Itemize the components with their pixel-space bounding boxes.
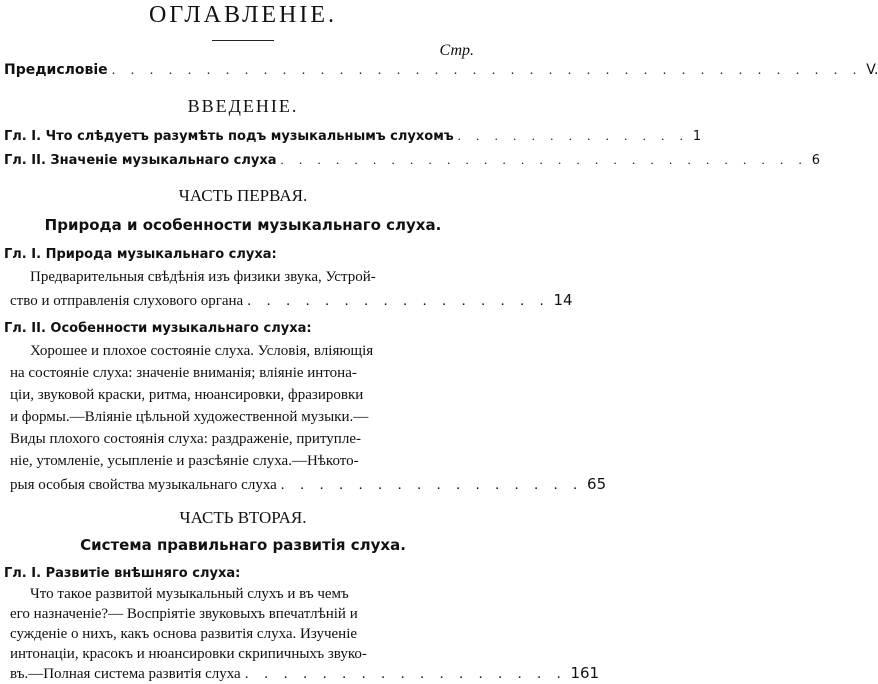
part-one-label: ЧАСТЬ ПЕРВАЯ. [178, 186, 308, 205]
leader-dots: . . . . . . . . . . . . . . . . [280, 477, 584, 493]
toc-entry-preface[interactable] [4, 62, 878, 79]
part-one-ch2-line: Хорошее и плохое состояніе слуха. Условія, вліяющія [30, 343, 374, 359]
part-two-ch1-line: Что такое развитой музыкальный слухъ и въ чемъ [30, 586, 349, 602]
toc-entry-part-one-ch1[interactable] [10, 291, 573, 310]
leader-dots: . . . . . . . . . . . . . . . . . . . . . . . . . . . . . . . . . . . . . . . . [111, 63, 863, 78]
part-one-ch1-line: Предварительныя свѣдѣнія изъ физики звука, Устрой- [30, 269, 376, 285]
part-one-ch2-line: Виды плохого состоянія слуха: раздраженіе, притупле- [10, 431, 361, 447]
toc-entry-label: Гл. I. Что слѣдуетъ разумѣть подъ музыкальнымъ слухомъ [4, 129, 454, 144]
part-one-ch2-line: рыя особыя свойства музыкальнаго слуха [10, 477, 277, 493]
toc-entry-part-two-ch1-final[interactable] [10, 664, 600, 682]
toc-entry-page: 6 [811, 153, 821, 168]
page-column-label: Стр. [439, 42, 474, 59]
part-one-ch2-line: на состояніе слуха: значеніе вниманія; вліяніе интона- [10, 365, 357, 381]
toc-entry-intro-ch2[interactable] [4, 152, 821, 168]
part-one-title: Природа и особенности музыкальнаго слуха. [44, 216, 442, 234]
toc-entry-page: 1 [692, 129, 702, 144]
part-one-ch2-line: ніе, утомленіе, усыпленіе и разсѣяніе слуха.—Нѣкото- [10, 453, 359, 469]
part-one-ch1-label: Гл. I. Природа музыкальнаго слуха: [4, 247, 277, 262]
leader-dots: . . . . . . . . . . . . . . . . . . . . . . . . . . . . . [280, 152, 808, 167]
toc-heading: ОГЛАВЛЕНIЕ. [148, 2, 338, 28]
part-one-ch2-line: и формы.—Вліяніе цѣльной художественной музыки.— [10, 409, 369, 425]
part-two-ch1-label: Гл. I. Развитіе внѣшняго слуха: [4, 566, 241, 581]
section-title-intro: ВВЕДЕНIЕ. [187, 96, 299, 116]
leader-dots: . . . . . . . . . . . . . . . . [247, 293, 550, 309]
part-one-ch1-line: ство и отправленія слухового органа [10, 293, 244, 309]
toc-entry-page: 161 [570, 664, 600, 682]
part-one-ch2-label: Гл. II. Особенности музыкальнаго слуха: [4, 321, 312, 336]
toc-entry-page: 65 [587, 475, 607, 493]
toc-entry-label: Гл. II. Значеніе музыкальнаго слуха [4, 153, 277, 168]
part-two-ch1-line: его назначеніе?— Воспріятіе звуковыхъ впечатлѣній и [10, 606, 358, 622]
part-two-ch1-line: сужденіе о нихъ, какъ основа развитія слуха. Изученіе [10, 626, 358, 642]
toc-entry-page: 14 [553, 291, 573, 309]
part-one-ch2-line: ціи, звуковой краски, ритма, нюансировки, фразировки [10, 387, 364, 403]
toc-entry-intro-ch1[interactable] [4, 128, 702, 144]
part-two-title: Система правильнаго развитія слуха. [80, 536, 406, 554]
leader-dots: . . . . . . . . . . . . . [457, 128, 689, 143]
toc-entry-label: Предисловіе [4, 62, 108, 78]
leader-dots: . . . . . . . . . . . . . . . . . [244, 666, 567, 682]
toc-entry-page: V. [866, 62, 878, 78]
heading-rule [212, 40, 274, 41]
part-two-label: ЧАСТЬ ВТОРАЯ. [179, 508, 307, 527]
part-two-ch1-line: въ.—Полная система развитія слуха [10, 666, 241, 682]
toc-entry-part-one-ch2[interactable] [10, 475, 607, 494]
part-two-ch1-line: интонаціи, красокъ и нюансировки скрипичныхъ звуко- [10, 646, 367, 662]
